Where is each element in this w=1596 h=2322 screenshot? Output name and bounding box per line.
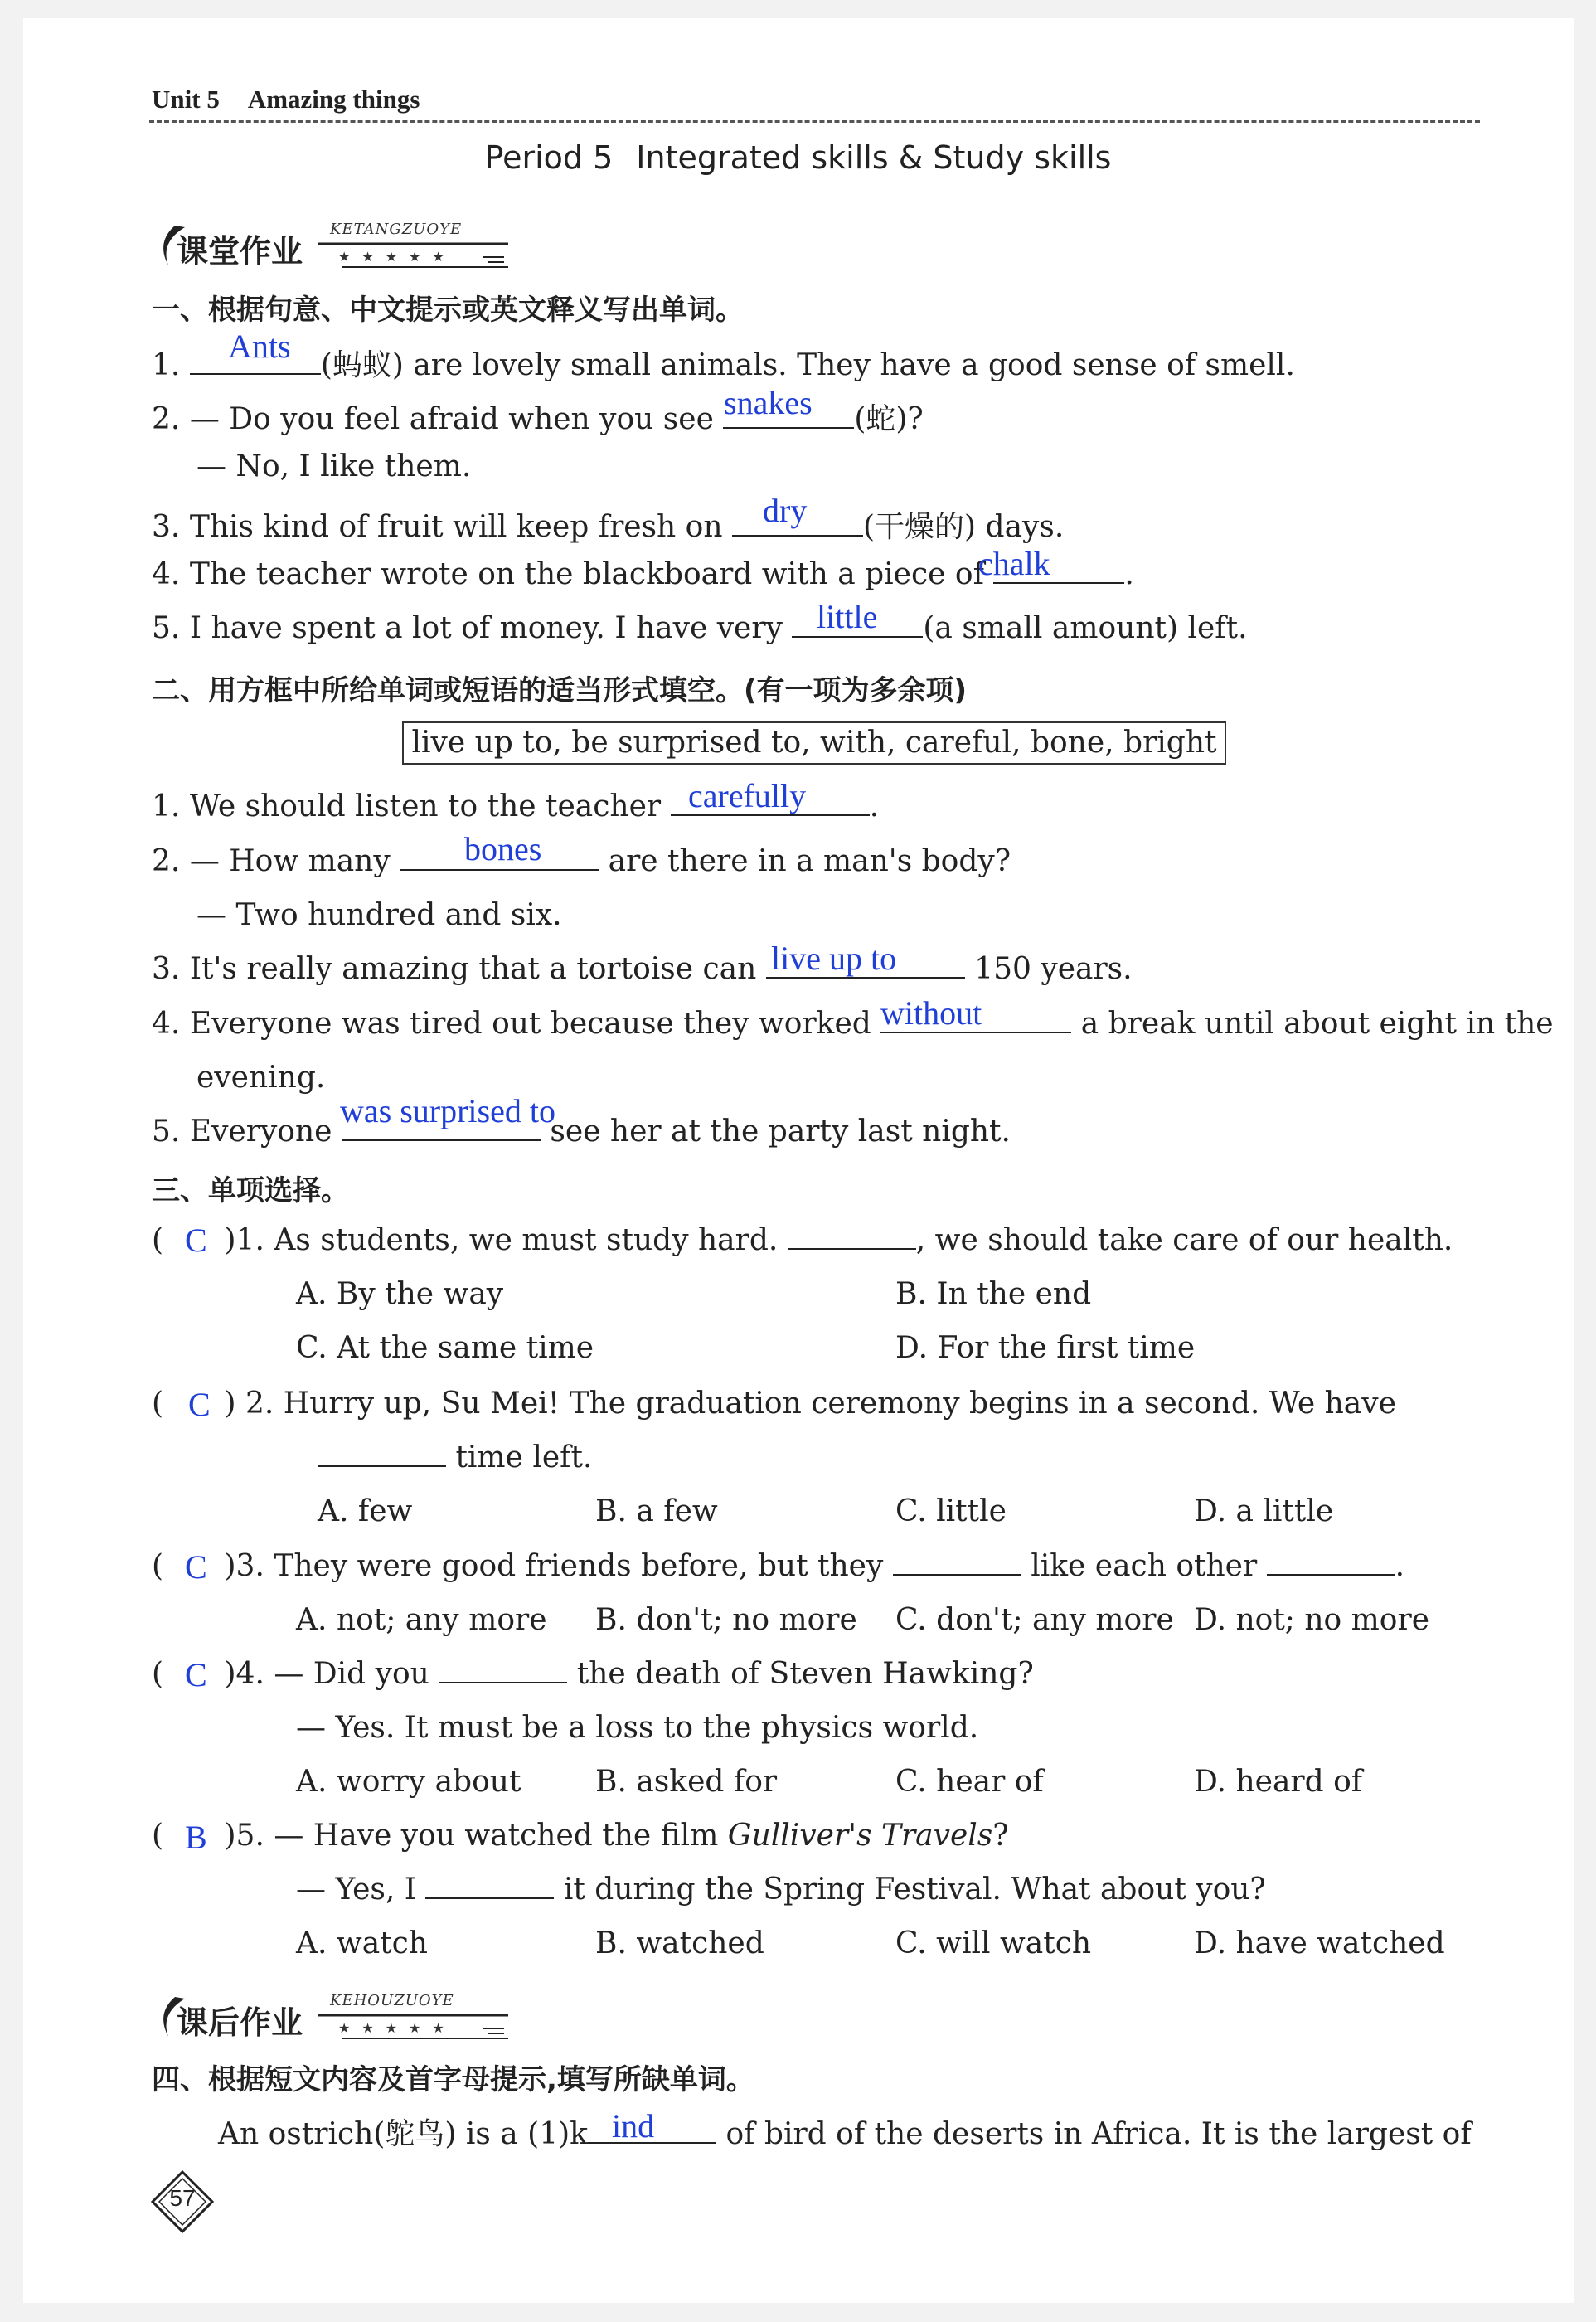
question-text: see her at the party last night. (550, 1115, 1011, 1149)
paren-open: ( (152, 1387, 164, 1421)
question-text: Everyone was tired out because they worked (189, 1007, 871, 1041)
option-d[interactable]: D. heard of (1194, 1765, 1363, 1799)
section-heading: 四、根据短文内容及首字母提示,填写所缺单词。 (152, 2063, 754, 2096)
question-text: time left. (455, 1440, 593, 1474)
question-text: I have spent a lot of money. I have very (189, 611, 783, 645)
option-a[interactable]: A. few (318, 1494, 413, 1528)
option-a[interactable]: A. worry about (296, 1765, 521, 1799)
question-2-3 (152, 952, 1133, 986)
mc-question-3 (152, 1549, 1404, 1583)
question-text: Hurry up, Su Mei! The graduation ceremony begins in a second. We have (283, 1387, 1396, 1421)
dialogue-reply: — Yes. It must be a loss to the physics world. (296, 1711, 979, 1745)
handwritten-choice: C (185, 1548, 207, 1586)
question-number: 3. (152, 952, 181, 986)
unit-header (152, 85, 448, 114)
option-d[interactable]: D. have watched (1194, 1926, 1445, 1960)
page-number-badge (149, 2169, 216, 2235)
section-heading: 三、单项选择。 (152, 1174, 349, 1207)
unit-topic: Amazing things (247, 85, 420, 114)
page-number: 57 (169, 2185, 196, 2211)
question-text: — Have you watched the film (274, 1819, 719, 1853)
handwritten-answer: was surprised to (340, 1092, 555, 1129)
question-text: . (1124, 557, 1134, 591)
unit-label: Unit 5 (152, 85, 220, 114)
banner-stars: ★★★★★ (338, 2020, 456, 2036)
paren-open: ( (152, 1223, 164, 1257)
option-b[interactable]: B. don't; no more (595, 1603, 857, 1637)
question-text: ? (992, 1819, 1009, 1853)
question-text: (蛇)? (854, 402, 924, 436)
banner-label: 课堂作业 (177, 233, 303, 270)
handwritten-answer: carefully (688, 777, 807, 814)
question-2-2 (152, 844, 1011, 878)
banner-label: 课后作业 (177, 2004, 303, 2041)
option-c[interactable]: C. hear of (895, 1765, 1044, 1799)
question-text: (蚂蚁) are lovely small animals. They have a good sense of smell. (320, 348, 1295, 382)
question-text: We should listen to the teacher (189, 789, 662, 823)
option-c[interactable]: C. At the same time (296, 1331, 594, 1365)
question-number: 2. (152, 402, 181, 436)
option-b[interactable]: B. watched (595, 1926, 764, 1960)
handwritten-answer: live up to (771, 940, 897, 977)
answer-blank[interactable] (318, 1440, 446, 1467)
question-text: (a small amount) left. (923, 611, 1248, 645)
question-text: . (1395, 1549, 1405, 1583)
answer-blank[interactable] (788, 1223, 916, 1250)
question-text: like each other (1031, 1549, 1258, 1583)
question-text: a break until about eight in the (1080, 1007, 1554, 1041)
question-text: are there in a man's body? (608, 844, 1011, 878)
option-b[interactable]: B. asked for (595, 1765, 778, 1799)
answer-blank[interactable] (425, 1873, 554, 1899)
question-continuation (318, 1440, 592, 1474)
question-text: — Yes, I (296, 1873, 416, 1907)
mc-question-4 (152, 1657, 1034, 1691)
answer-blank[interactable] (893, 1549, 1021, 1576)
paren-open: ( (152, 1657, 164, 1691)
question-text: It's really amazing that a tortoise can (189, 952, 757, 986)
passage-text: An ostrich(鸵鸟) is a (1)k (218, 2117, 588, 2151)
section-heading: 二、用方框中所给单词或短语的适当形式填空。(有一项为多余项) (152, 674, 968, 707)
question-1-3 (152, 503, 1064, 546)
answer-blank[interactable] (439, 1657, 567, 1683)
question-number: 2. (152, 844, 181, 878)
question-text: (干燥的) days. (863, 510, 1065, 544)
question-text: the death of Steven Hawking? (576, 1657, 1034, 1691)
option-d[interactable]: D. a little (1194, 1494, 1334, 1528)
film-title: Gulliver's Travels (727, 1819, 993, 1853)
question-text: — Did you (274, 1657, 429, 1691)
dialogue-reply: — Two hundred and six. (196, 898, 562, 932)
question-number: ) 2. (224, 1387, 274, 1421)
question-1-1 (152, 342, 1295, 384)
option-c[interactable]: C. will watch (895, 1926, 1092, 1960)
handwritten-choice: C (185, 1656, 207, 1693)
handwritten-choice: C (188, 1386, 211, 1423)
handwritten-answer: bones (464, 830, 542, 867)
question-text: The teacher wrote on the blackboard with a piece of (189, 557, 984, 591)
question-number: 4. (152, 1007, 181, 1041)
option-c[interactable]: C. don't; any more (895, 1603, 1174, 1637)
question-number: )5. (224, 1819, 264, 1853)
mc-question-5 (152, 1819, 1009, 1853)
question-1-5 (152, 611, 1248, 645)
question-text: . (869, 789, 880, 823)
question-text: 150 years. (974, 952, 1133, 986)
period-topic: Integrated skills & Study skills (636, 139, 1112, 176)
question-number: )1. (224, 1223, 264, 1257)
option-b[interactable]: B. a few (595, 1494, 718, 1528)
passage-text: of bird of the deserts in Africa. It is the largest of (725, 2117, 1472, 2151)
paren-open: ( (152, 1819, 164, 1853)
handwritten-answer: ind (612, 2107, 655, 2145)
question-text: , we should take care of our health. (915, 1223, 1453, 1257)
question-number: 1. (152, 348, 181, 382)
question-text: As students, we must study hard. (274, 1223, 779, 1257)
passage-line-1 (218, 2111, 1472, 2153)
question-text: They were good friends before, but they (274, 1549, 884, 1583)
question-continuation: evening. (196, 1061, 326, 1095)
header-divider (149, 120, 1480, 123)
question-text: — Do you feel afraid when you see (189, 402, 714, 436)
answer-blank[interactable] (1267, 1549, 1395, 1576)
question-number: )3. (224, 1549, 264, 1583)
handwritten-answer: snakes (724, 384, 813, 421)
page-title (0, 139, 1596, 176)
banner-pinyin: KETANGZUOYE (330, 221, 463, 238)
section-heading: 一、根据句意、中文提示或英文释义写出单词。 (152, 294, 744, 327)
dialogue-reply (296, 1873, 1266, 1907)
handwritten-choice: B (185, 1819, 207, 1856)
handwritten-answer: without (880, 994, 982, 1032)
question-text: — How many (189, 844, 391, 878)
homework-banner (152, 1980, 517, 2055)
option-a[interactable]: A. watch (296, 1926, 428, 1960)
question-number: )4. (224, 1657, 264, 1691)
paren-open: ( (152, 1549, 164, 1583)
question-text: it during the Spring Festival. What about you? (563, 1873, 1266, 1907)
dialogue-reply: — No, I like them. (196, 449, 472, 483)
question-number: 4. (152, 557, 181, 591)
handwritten-answer: chalk (978, 545, 1050, 582)
handwritten-answer: dry (763, 492, 808, 529)
question-number: 3. (152, 510, 181, 544)
mc-question-1 (152, 1223, 1453, 1257)
question-number: 5. (152, 1115, 181, 1149)
word-bank-box: live up to, be surprised to, with, careful, bone, bright (402, 721, 1226, 765)
question-number: 1. (152, 789, 181, 823)
question-2-4 (152, 1007, 1554, 1041)
banner-stars: ★★★★★ (338, 249, 456, 265)
period-label: Period 5 (484, 139, 614, 176)
option-a[interactable]: A. not; any more (296, 1603, 547, 1637)
banner-pinyin: KEHOUZUOYE (330, 1992, 454, 2009)
option-a[interactable]: A. By the way (296, 1277, 504, 1311)
option-d[interactable]: D. For the first time (895, 1331, 1196, 1365)
question-number: 5. (152, 611, 181, 645)
mc-question-2 (152, 1387, 1396, 1421)
option-d[interactable]: D. not; no more (1194, 1603, 1429, 1637)
question-text: Everyone (189, 1115, 332, 1149)
option-c[interactable]: C. little (895, 1494, 1007, 1528)
question-text: This kind of fruit will keep fresh on (189, 510, 723, 544)
question-2-5 (152, 1115, 1011, 1149)
classwork-banner (152, 209, 517, 284)
option-b[interactable]: B. In the end (895, 1277, 1092, 1311)
handwritten-answer: little (817, 598, 878, 635)
handwritten-answer: Ants (228, 328, 291, 365)
handwritten-choice: C (185, 1222, 207, 1259)
